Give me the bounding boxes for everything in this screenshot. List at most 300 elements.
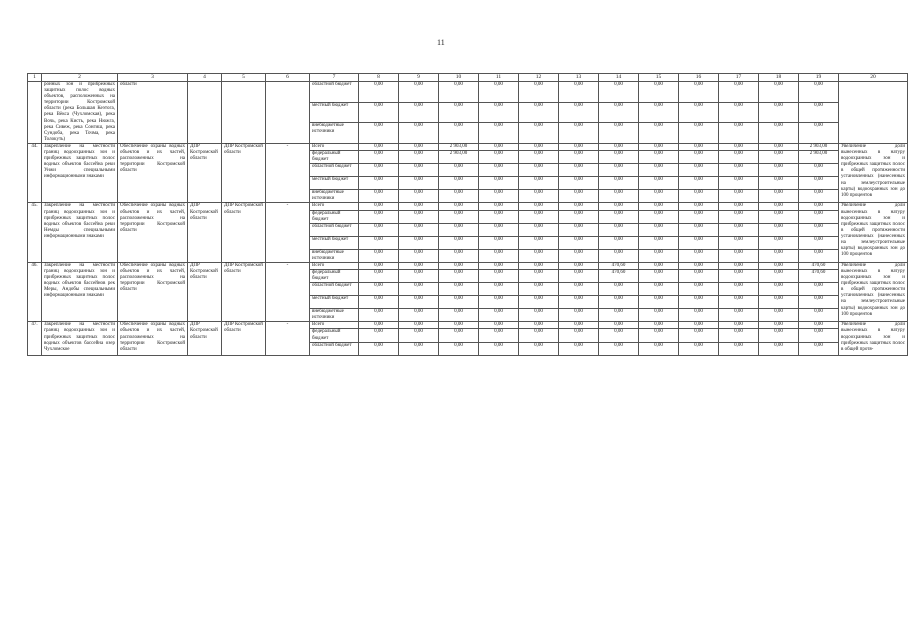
amount-cell: 0,00 xyxy=(639,249,679,262)
amount-cell: 0,00 xyxy=(759,123,799,144)
budget-code: - xyxy=(266,203,310,262)
amount-cell: 0,00 xyxy=(719,329,759,342)
amount-cell: 0,00 xyxy=(639,269,679,282)
amount-cell: 0,00 xyxy=(479,283,519,296)
header-cell: 4 xyxy=(188,74,222,82)
amount-cell: 0,00 xyxy=(559,123,599,144)
amount-cell: 0,00 xyxy=(519,210,559,223)
amount-cell: 0,00 xyxy=(799,249,839,262)
amount-cell: 0,00 xyxy=(719,269,759,282)
amount-cell: 0,00 xyxy=(439,177,479,190)
amount-cell: 0,00 xyxy=(719,177,759,190)
amount-cell: 0,00 xyxy=(799,123,839,144)
amount-cell: 0,00 xyxy=(799,236,839,249)
amount-cell: 0,00 xyxy=(519,190,559,203)
amount-cell: 0,00 xyxy=(799,329,839,342)
amount-cell: 0,00 xyxy=(479,123,519,144)
amount-cell: 0,00 xyxy=(519,322,559,329)
amount-cell: 0,00 xyxy=(759,269,799,282)
amount-cell: 0,00 xyxy=(559,322,599,329)
amount-cell: 0,00 xyxy=(759,309,799,322)
amount-cell: 0,00 xyxy=(439,236,479,249)
amount-cell: 0,00 xyxy=(639,210,679,223)
amount-cell: 0,00 xyxy=(679,249,719,262)
amount-cell: 0,00 xyxy=(559,309,599,322)
amount-cell: 0,00 xyxy=(479,151,519,164)
amount-cell: 0,00 xyxy=(399,223,439,236)
amount-cell: 0,00 xyxy=(799,296,839,309)
budget-administrator xyxy=(222,82,266,144)
program-activities-table xyxy=(27,73,908,356)
funding-source: федеральный бюджет xyxy=(310,329,359,342)
amount-cell: 0,00 xyxy=(359,164,399,177)
co-executor: ДПР Костромской области xyxy=(188,322,222,355)
amount-cell: 0,00 xyxy=(599,210,639,223)
amount-cell: 0,00 xyxy=(639,309,679,322)
amount-cell: 0,00 xyxy=(719,203,759,210)
amount-cell: 0,00 xyxy=(479,269,519,282)
header-cell: 8 xyxy=(359,74,399,82)
amount-cell: 0,00 xyxy=(439,82,479,103)
amount-cell: 0,00 xyxy=(359,143,399,150)
budget-code: - xyxy=(266,143,310,202)
amount-cell: 0,00 xyxy=(759,296,799,309)
header-cell: 13 xyxy=(559,74,599,82)
amount-cell: 0,00 xyxy=(759,82,799,103)
amount-cell: 0,00 xyxy=(759,203,799,210)
header-cell: 1 xyxy=(28,74,42,82)
amount-cell: 0,00 xyxy=(559,262,599,269)
header-cell: 16 xyxy=(679,74,719,82)
amount-cell: 0,00 xyxy=(719,249,759,262)
amount-cell: 0,00 xyxy=(399,102,439,123)
amount-cell: 0,00 xyxy=(759,322,799,329)
amount-cell: 0,00 xyxy=(439,102,479,123)
amount-cell: 0,00 xyxy=(399,283,439,296)
amount-cell: 0,00 xyxy=(639,151,679,164)
amount-cell: 0,00 xyxy=(799,177,839,190)
expected-result: Увеличение доли вынесенных в натуру водоохранных зон и прибрежных защитных полос в общей протя- xyxy=(839,322,908,355)
amount-cell: 0,00 xyxy=(639,262,679,269)
amount-cell: 0,00 xyxy=(639,283,679,296)
amount-cell: 0,00 xyxy=(479,143,519,150)
amount-cell: 0,00 xyxy=(359,82,399,103)
header-cell: 20 xyxy=(839,74,908,82)
header-cell: 17 xyxy=(719,74,759,82)
amount-cell: 0,00 xyxy=(359,262,399,269)
amount-cell: 0,00 xyxy=(439,249,479,262)
amount-cell: 0,00 xyxy=(759,342,799,355)
budget-administrator: ДПР Костромской области xyxy=(222,262,266,321)
amount-cell: 0,00 xyxy=(599,151,639,164)
amount-cell: 0,00 xyxy=(359,236,399,249)
amount-cell: 0,00 xyxy=(439,283,479,296)
amount-cell: 0,00 xyxy=(479,249,519,262)
amount-cell: 0,00 xyxy=(719,223,759,236)
funding-source: областной бюджет xyxy=(310,82,359,103)
amount-cell: 0,00 xyxy=(679,143,719,150)
amount-cell: 0,00 xyxy=(599,296,639,309)
amount-cell: 0,00 xyxy=(439,342,479,355)
amount-cell: 2 903,00 xyxy=(439,151,479,164)
amount-cell: 0,00 xyxy=(399,210,439,223)
amount-cell: 0,00 xyxy=(399,309,439,322)
amount-cell: 0,00 xyxy=(679,203,719,210)
amount-cell: 0,00 xyxy=(519,283,559,296)
amount-cell: 0,00 xyxy=(519,177,559,190)
amount-cell: 0,00 xyxy=(519,236,559,249)
amount-cell: 0,00 xyxy=(559,102,599,123)
amount-cell: 0,00 xyxy=(399,177,439,190)
amount-cell: 0,00 xyxy=(439,164,479,177)
amount-cell: 0,00 xyxy=(559,249,599,262)
amount-cell: 0,00 xyxy=(759,190,799,203)
amount-cell: 0,00 xyxy=(399,329,439,342)
amount-cell: 0,00 xyxy=(479,329,519,342)
amount-cell: 0,00 xyxy=(679,190,719,203)
amount-cell: 0,00 xyxy=(679,102,719,123)
amount-cell: 0,00 xyxy=(639,82,679,103)
amount-cell: 0,00 xyxy=(559,151,599,164)
funding-source: Всего xyxy=(310,322,359,329)
amount-cell: 0,00 xyxy=(399,82,439,103)
amount-cell: 0,00 xyxy=(719,283,759,296)
amount-cell: 0,00 xyxy=(479,223,519,236)
funding-source: местный бюджет xyxy=(310,177,359,190)
amount-cell: 0,00 xyxy=(799,203,839,210)
amount-cell: 0,00 xyxy=(719,123,759,144)
table-row xyxy=(28,322,908,329)
co-executor: ДПР Костромской области xyxy=(188,143,222,202)
amount-cell: 0,00 xyxy=(679,236,719,249)
activity-number: 47. xyxy=(28,322,42,355)
amount-cell: 470,60 xyxy=(799,269,839,282)
amount-cell: 0,00 xyxy=(639,164,679,177)
amount-cell: 0,00 xyxy=(519,203,559,210)
amount-cell: 2 903,00 xyxy=(799,143,839,150)
amount-cell: 0,00 xyxy=(519,296,559,309)
expected-result xyxy=(839,82,908,144)
amount-cell: 0,00 xyxy=(359,283,399,296)
header-cell: 18 xyxy=(759,74,799,82)
amount-cell: 0,00 xyxy=(359,177,399,190)
amount-cell: 0,00 xyxy=(679,262,719,269)
amount-cell: 0,00 xyxy=(679,177,719,190)
amount-cell: 0,00 xyxy=(799,223,839,236)
header-cell: 5 xyxy=(222,74,266,82)
amount-cell: 0,00 xyxy=(479,296,519,309)
amount-cell: 0,00 xyxy=(399,322,439,329)
amount-cell: 0,00 xyxy=(599,82,639,103)
activity-purpose: Обеспечение охраны водных объектов и их частей, расположенных на территории Костромской области xyxy=(118,262,188,321)
amount-cell: 0,00 xyxy=(759,102,799,123)
amount-cell: 0,00 xyxy=(399,143,439,150)
amount-cell: 0,00 xyxy=(599,203,639,210)
funding-source: федеральный бюджет xyxy=(310,210,359,223)
amount-cell: 0,00 xyxy=(439,322,479,329)
activity-purpose: области xyxy=(118,82,188,144)
amount-cell: 0,00 xyxy=(759,210,799,223)
amount-cell: 0,00 xyxy=(439,269,479,282)
expected-result: Увеличение доли вынесенных в натуру водоохранных зон и прибрежных защитных полос в общей протяженности установленных (нанесенных на землеустроительные карты) водоохранных зон до 100 процентов xyxy=(839,143,908,202)
amount-cell: 2 903,00 xyxy=(439,143,479,150)
funding-source: внебюджетные источники xyxy=(310,190,359,203)
amount-cell: 0,00 xyxy=(359,342,399,355)
amount-cell: 0,00 xyxy=(599,164,639,177)
amount-cell: 0,00 xyxy=(479,322,519,329)
amount-cell: 0,00 xyxy=(599,177,639,190)
amount-cell: 0,00 xyxy=(639,236,679,249)
amount-cell: 0,00 xyxy=(759,151,799,164)
amount-cell: 0,00 xyxy=(439,309,479,322)
amount-cell: 0,00 xyxy=(359,249,399,262)
amount-cell: 0,00 xyxy=(639,329,679,342)
activity-name: Закрепление на местности границ водоохранных зон и прибрежных защитных полос водных объектов бассейнов рек Меры, Андобы специальными информационными знаками xyxy=(42,262,118,321)
amount-cell: 0,00 xyxy=(399,151,439,164)
amount-cell: 0,00 xyxy=(359,203,399,210)
amount-cell: 0,00 xyxy=(759,262,799,269)
amount-cell: 0,00 xyxy=(639,296,679,309)
budget-code: - xyxy=(266,322,310,355)
amount-cell: 0,00 xyxy=(399,236,439,249)
amount-cell: 0,00 xyxy=(479,309,519,322)
page-number: 11 xyxy=(437,38,445,47)
amount-cell: 0,00 xyxy=(599,143,639,150)
header-cell: 7 xyxy=(310,74,359,82)
activity-number: 46. xyxy=(28,262,42,321)
amount-cell: 470,60 xyxy=(599,262,639,269)
amount-cell: 0,00 xyxy=(479,210,519,223)
funding-source: Всего xyxy=(310,203,359,210)
amount-cell: 0,00 xyxy=(679,296,719,309)
amount-cell: 0,00 xyxy=(599,236,639,249)
amount-cell: 0,00 xyxy=(599,123,639,144)
amount-cell: 0,00 xyxy=(599,249,639,262)
amount-cell: 0,00 xyxy=(399,249,439,262)
amount-cell: 0,00 xyxy=(439,329,479,342)
funding-source: областной бюджет xyxy=(310,342,359,355)
budget-administrator: ДПР Костромской области xyxy=(222,203,266,262)
amount-cell: 0,00 xyxy=(519,143,559,150)
amount-cell: 2 903,00 xyxy=(799,151,839,164)
amount-cell: 0,00 xyxy=(399,342,439,355)
amount-cell: 0,00 xyxy=(799,82,839,103)
amount-cell: 0,00 xyxy=(359,269,399,282)
activity-purpose: Обеспечение охраны водных объектов и их частей, расположенных на территории Костромской области xyxy=(118,203,188,262)
activity-purpose: Обеспечение охраны водных объектов и их частей, расположенных на территории Костромской области xyxy=(118,143,188,202)
amount-cell: 0,00 xyxy=(679,123,719,144)
amount-cell: 0,00 xyxy=(519,269,559,282)
amount-cell: 0,00 xyxy=(559,329,599,342)
amount-cell: 470,60 xyxy=(599,269,639,282)
amount-cell: 0,00 xyxy=(639,322,679,329)
amount-cell: 0,00 xyxy=(719,190,759,203)
amount-cell: 0,00 xyxy=(559,203,599,210)
funding-source: федеральный бюджет xyxy=(310,151,359,164)
activity-name: ронных зон и прибрежных защитных полос водных объектов, расположенных на территории Костромской области (река Большая Кеэтога, река Вёкса (Чухломская), река Вочь, река Кисть, река Нюжга, река Сивеж, река Сонгиш, река Сундоба, река Точма, река Толокуть) xyxy=(42,82,118,144)
amount-cell: 0,00 xyxy=(679,342,719,355)
amount-cell: 0,00 xyxy=(399,164,439,177)
amount-cell: 0,00 xyxy=(759,249,799,262)
amount-cell: 0,00 xyxy=(639,177,679,190)
amount-cell: 0,00 xyxy=(479,102,519,123)
table-row xyxy=(28,143,908,150)
amount-cell: 0,00 xyxy=(359,123,399,144)
budget-code: - xyxy=(266,262,310,321)
amount-cell: 0,00 xyxy=(799,309,839,322)
amount-cell: 0,00 xyxy=(799,322,839,329)
header-cell: 6 xyxy=(266,74,310,82)
amount-cell: 0,00 xyxy=(719,210,759,223)
amount-cell: 0,00 xyxy=(719,164,759,177)
amount-cell: 0,00 xyxy=(759,236,799,249)
amount-cell: 0,00 xyxy=(599,190,639,203)
amount-cell: 0,00 xyxy=(639,203,679,210)
amount-cell: 0,00 xyxy=(359,309,399,322)
co-executor xyxy=(188,82,222,144)
amount-cell: 0,00 xyxy=(559,143,599,150)
amount-cell: 0,00 xyxy=(599,102,639,123)
amount-cell: 0,00 xyxy=(519,262,559,269)
co-executor: ДПР Костромской области xyxy=(188,203,222,262)
amount-cell: 0,00 xyxy=(559,223,599,236)
header-cell: 10 xyxy=(439,74,479,82)
amount-cell: 0,00 xyxy=(759,223,799,236)
amount-cell: 0,00 xyxy=(479,190,519,203)
column-number-header-row xyxy=(28,74,908,82)
amount-cell: 0,00 xyxy=(359,296,399,309)
amount-cell: 0,00 xyxy=(479,164,519,177)
amount-cell: 0,00 xyxy=(559,269,599,282)
amount-cell: 0,00 xyxy=(519,82,559,103)
amount-cell: 0,00 xyxy=(399,203,439,210)
amount-cell: 470,60 xyxy=(799,262,839,269)
amount-cell: 0,00 xyxy=(599,329,639,342)
amount-cell: 0,00 xyxy=(719,262,759,269)
funding-source: внебюджетные источники xyxy=(310,249,359,262)
amount-cell: 0,00 xyxy=(799,210,839,223)
header-cell: 2 xyxy=(42,74,118,82)
activity-name: Закрепление на местности границ водоохранных зон и прибрежных защитных полос водных объектов бассейна озер Чухломское xyxy=(42,322,118,355)
amount-cell: 0,00 xyxy=(719,236,759,249)
amount-cell: 0,00 xyxy=(679,151,719,164)
amount-cell: 0,00 xyxy=(519,223,559,236)
amount-cell: 0,00 xyxy=(359,190,399,203)
amount-cell: 0,00 xyxy=(439,210,479,223)
amount-cell: 0,00 xyxy=(559,164,599,177)
amount-cell: 0,00 xyxy=(519,123,559,144)
amount-cell: 0,00 xyxy=(359,322,399,329)
table-row xyxy=(28,262,908,269)
amount-cell: 0,00 xyxy=(719,143,759,150)
budget-code xyxy=(266,82,310,144)
amount-cell: 0,00 xyxy=(479,177,519,190)
header-cell: 19 xyxy=(799,74,839,82)
amount-cell: 0,00 xyxy=(599,342,639,355)
funding-source: местный бюджет xyxy=(310,296,359,309)
amount-cell: 0,00 xyxy=(439,203,479,210)
amount-cell: 0,00 xyxy=(519,164,559,177)
amount-cell: 0,00 xyxy=(719,82,759,103)
amount-cell: 0,00 xyxy=(799,102,839,123)
activity-number xyxy=(28,82,42,144)
activity-name: Закрепление на местности границ водоохранных зон и прибрежных защитных полос водных объектов бассейна реки Немды специальными информационными знаками xyxy=(42,203,118,262)
amount-cell: 0,00 xyxy=(719,102,759,123)
amount-cell: 0,00 xyxy=(399,262,439,269)
amount-cell: 0,00 xyxy=(399,269,439,282)
amount-cell: 0,00 xyxy=(359,210,399,223)
amount-cell: 0,00 xyxy=(679,322,719,329)
amount-cell: 0,00 xyxy=(519,309,559,322)
activity-number: 45. xyxy=(28,203,42,262)
amount-cell: 0,00 xyxy=(359,151,399,164)
amount-cell: 0,00 xyxy=(439,223,479,236)
amount-cell: 0,00 xyxy=(599,322,639,329)
funding-source: внебюджетные источники xyxy=(310,123,359,144)
funding-source: федеральный бюджет xyxy=(310,269,359,282)
header-cell: 12 xyxy=(519,74,559,82)
amount-cell: 0,00 xyxy=(399,296,439,309)
amount-cell: 0,00 xyxy=(759,329,799,342)
amount-cell: 0,00 xyxy=(519,102,559,123)
amount-cell: 0,00 xyxy=(439,123,479,144)
header-cell: 3 xyxy=(118,74,188,82)
amount-cell: 0,00 xyxy=(559,82,599,103)
amount-cell: 0,00 xyxy=(679,269,719,282)
amount-cell: 0,00 xyxy=(359,102,399,123)
amount-cell: 0,00 xyxy=(719,151,759,164)
amount-cell: 0,00 xyxy=(679,329,719,342)
amount-cell: 0,00 xyxy=(359,329,399,342)
amount-cell: 0,00 xyxy=(399,190,439,203)
amount-cell: 0,00 xyxy=(559,283,599,296)
activity-name: Закрепление на местности границ водоохранных зон и прибрежных защитных полос водных объектов бассейна реки Унжи специальными информационными знаками xyxy=(42,143,118,202)
amount-cell: 0,00 xyxy=(559,210,599,223)
header-cell: 14 xyxy=(599,74,639,82)
amount-cell: 0,00 xyxy=(759,143,799,150)
amount-cell: 0,00 xyxy=(479,262,519,269)
amount-cell: 0,00 xyxy=(799,190,839,203)
amount-cell: 0,00 xyxy=(559,296,599,309)
funding-source: местный бюджет xyxy=(310,236,359,249)
funding-source: внебюджетные источники xyxy=(310,309,359,322)
amount-cell: 0,00 xyxy=(719,309,759,322)
amount-cell: 0,00 xyxy=(359,223,399,236)
expected-result: Увеличение доли вынесенных в натуру водоохранных зон и прибрежных защитных полос в общей протяженности установленных (нанесенных на землеустроительные карты) водоохранных зон до 100 процентов xyxy=(839,262,908,321)
funding-source: Всего xyxy=(310,143,359,150)
amount-cell: 0,00 xyxy=(439,190,479,203)
budget-administrator: ДПР Костромской области xyxy=(222,143,266,202)
amount-cell: 0,00 xyxy=(519,342,559,355)
amount-cell: 0,00 xyxy=(679,210,719,223)
header-cell: 11 xyxy=(479,74,519,82)
amount-cell: 0,00 xyxy=(479,236,519,249)
amount-cell: 0,00 xyxy=(799,283,839,296)
amount-cell: 0,00 xyxy=(759,177,799,190)
amount-cell: 0,00 xyxy=(559,236,599,249)
amount-cell: 0,00 xyxy=(639,223,679,236)
funding-source: местный бюджет xyxy=(310,102,359,123)
amount-cell: 0,00 xyxy=(599,223,639,236)
amount-cell: 0,00 xyxy=(799,342,839,355)
co-executor: ДПР Костромской области xyxy=(188,262,222,321)
amount-cell: 0,00 xyxy=(399,123,439,144)
amount-cell: 0,00 xyxy=(479,342,519,355)
funding-source: Всего xyxy=(310,262,359,269)
amount-cell: 0,00 xyxy=(479,203,519,210)
amount-cell: 0,00 xyxy=(639,143,679,150)
amount-cell: 0,00 xyxy=(559,190,599,203)
